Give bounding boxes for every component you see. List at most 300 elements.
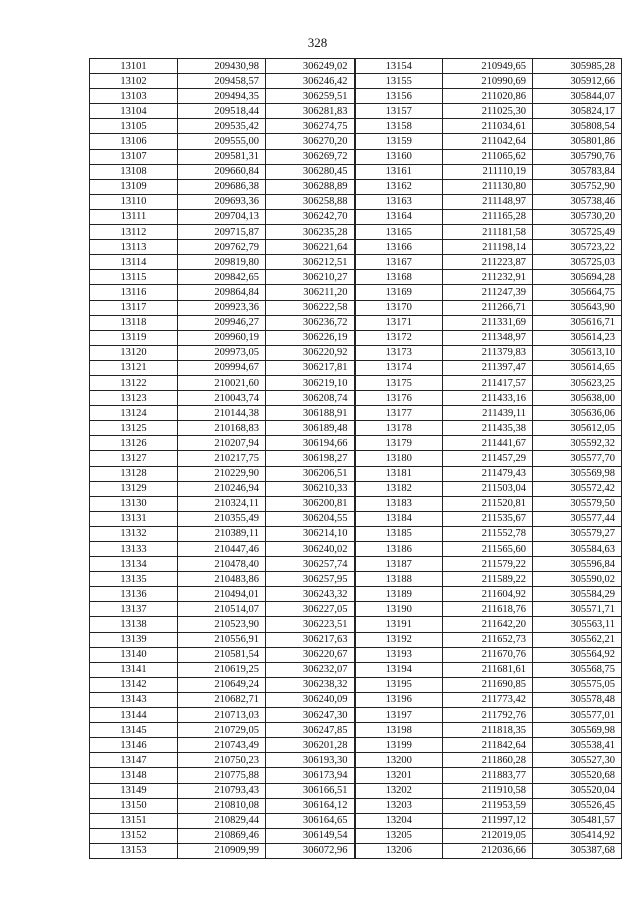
y-coordinate-cell: 305612,05 xyxy=(533,421,622,436)
point-number-cell: 13186 xyxy=(355,542,443,557)
table-row xyxy=(90,315,622,330)
x-coordinate-cell: 209715,87 xyxy=(178,225,266,240)
y-coordinate-cell: 306281,83 xyxy=(266,104,355,119)
y-coordinate-cell: 306189,48 xyxy=(266,421,355,436)
y-coordinate-cell: 306206,51 xyxy=(266,466,355,481)
x-coordinate-cell: 210682,71 xyxy=(178,692,266,707)
y-coordinate-cell: 305725,49 xyxy=(533,225,622,240)
x-coordinate-cell: 210021,60 xyxy=(178,375,266,390)
y-coordinate-cell: 305579,50 xyxy=(533,496,622,511)
y-coordinate-cell: 305526,45 xyxy=(533,798,622,813)
y-coordinate-cell: 306257,74 xyxy=(266,557,355,572)
point-number-cell: 13140 xyxy=(90,647,178,662)
y-coordinate-cell: 305616,71 xyxy=(533,315,622,330)
point-number-cell: 13134 xyxy=(90,557,178,572)
point-number-cell: 13143 xyxy=(90,692,178,707)
y-coordinate-cell: 306236,72 xyxy=(266,315,355,330)
x-coordinate-cell: 211910,58 xyxy=(443,783,533,798)
point-number-cell: 13152 xyxy=(90,828,178,843)
point-number-cell: 13108 xyxy=(90,164,178,179)
table-row xyxy=(90,360,622,375)
point-number-cell: 13127 xyxy=(90,451,178,466)
table-row xyxy=(90,738,622,753)
table-row xyxy=(90,768,622,783)
point-number-cell: 13122 xyxy=(90,375,178,390)
x-coordinate-cell: 211266,71 xyxy=(443,300,533,315)
table-row xyxy=(90,783,622,798)
x-coordinate-cell: 211065,62 xyxy=(443,149,533,164)
y-coordinate-cell: 305538,41 xyxy=(533,738,622,753)
x-coordinate-cell: 210494,01 xyxy=(178,587,266,602)
y-coordinate-cell: 306219,10 xyxy=(266,375,355,390)
y-coordinate-cell: 305577,70 xyxy=(533,451,622,466)
point-number-cell: 13126 xyxy=(90,436,178,451)
point-number-cell: 13177 xyxy=(355,406,443,421)
point-number-cell: 13147 xyxy=(90,753,178,768)
x-coordinate-cell: 211247,39 xyxy=(443,285,533,300)
x-coordinate-cell: 209660,84 xyxy=(178,164,266,179)
table-row xyxy=(90,526,622,541)
y-coordinate-cell: 305562,21 xyxy=(533,632,622,647)
x-coordinate-cell: 210619,25 xyxy=(178,662,266,677)
point-number-cell: 13162 xyxy=(355,179,443,194)
y-coordinate-cell: 306188,91 xyxy=(266,406,355,421)
x-coordinate-cell: 211883,77 xyxy=(443,768,533,783)
point-number-cell: 13114 xyxy=(90,255,178,270)
y-coordinate-cell: 305752,90 xyxy=(533,179,622,194)
point-number-cell: 13103 xyxy=(90,89,178,104)
x-coordinate-cell: 209819,80 xyxy=(178,255,266,270)
x-coordinate-cell: 210649,24 xyxy=(178,677,266,692)
point-number-cell: 13199 xyxy=(355,738,443,753)
x-coordinate-cell: 210483,86 xyxy=(178,572,266,587)
point-number-cell: 13148 xyxy=(90,768,178,783)
x-coordinate-cell: 211034,61 xyxy=(443,119,533,134)
point-number-cell: 13190 xyxy=(355,602,443,617)
point-number-cell: 13105 xyxy=(90,119,178,134)
x-coordinate-cell: 211479,43 xyxy=(443,466,533,481)
point-number-cell: 13129 xyxy=(90,481,178,496)
x-coordinate-cell: 211130,80 xyxy=(443,179,533,194)
point-number-cell: 13170 xyxy=(355,300,443,315)
point-number-cell: 13184 xyxy=(355,511,443,526)
y-coordinate-cell: 305579,27 xyxy=(533,526,622,541)
point-number-cell: 13112 xyxy=(90,225,178,240)
point-number-cell: 13153 xyxy=(90,843,178,858)
point-number-cell: 13113 xyxy=(90,240,178,255)
y-coordinate-cell: 306232,07 xyxy=(266,662,355,677)
y-coordinate-cell: 306226,19 xyxy=(266,330,355,345)
x-coordinate-cell: 210713,03 xyxy=(178,708,266,723)
point-number-cell: 13158 xyxy=(355,119,443,134)
table-row xyxy=(90,632,622,647)
point-number-cell: 13171 xyxy=(355,315,443,330)
x-coordinate-cell: 210909,99 xyxy=(178,843,266,858)
table-row xyxy=(90,557,622,572)
table-row xyxy=(90,602,622,617)
table-row xyxy=(90,421,622,436)
x-coordinate-cell: 210990,69 xyxy=(443,74,533,89)
x-coordinate-cell: 209535,42 xyxy=(178,119,266,134)
table-row xyxy=(90,119,622,134)
point-number-cell: 13173 xyxy=(355,345,443,360)
table-row xyxy=(90,647,622,662)
point-number-cell: 13188 xyxy=(355,572,443,587)
table-row xyxy=(90,723,622,738)
x-coordinate-cell: 211457,29 xyxy=(443,451,533,466)
point-number-cell: 13194 xyxy=(355,662,443,677)
y-coordinate-cell: 305694,28 xyxy=(533,270,622,285)
y-coordinate-cell: 305844,07 xyxy=(533,89,622,104)
table-row xyxy=(90,179,622,194)
point-number-cell: 13102 xyxy=(90,74,178,89)
x-coordinate-cell: 210556,91 xyxy=(178,632,266,647)
table-row xyxy=(90,677,622,692)
x-coordinate-cell: 210810,08 xyxy=(178,798,266,813)
x-coordinate-cell: 210207,94 xyxy=(178,436,266,451)
x-coordinate-cell: 211198,14 xyxy=(443,240,533,255)
y-coordinate-cell: 305569,98 xyxy=(533,466,622,481)
x-coordinate-cell: 211589,22 xyxy=(443,572,533,587)
table-row xyxy=(90,542,622,557)
x-coordinate-cell: 210775,88 xyxy=(178,768,266,783)
y-coordinate-cell: 306204,55 xyxy=(266,511,355,526)
point-number-cell: 13161 xyxy=(355,164,443,179)
x-coordinate-cell: 210043,74 xyxy=(178,391,266,406)
x-coordinate-cell: 209686,38 xyxy=(178,179,266,194)
x-coordinate-cell: 210729,05 xyxy=(178,723,266,738)
table-row xyxy=(90,209,622,224)
table-row xyxy=(90,511,622,526)
x-coordinate-cell: 209693,36 xyxy=(178,194,266,209)
y-coordinate-cell: 305723,22 xyxy=(533,240,622,255)
y-coordinate-cell: 305414,92 xyxy=(533,828,622,843)
x-coordinate-cell: 211773,42 xyxy=(443,692,533,707)
table-row xyxy=(90,496,622,511)
x-coordinate-cell: 211953,59 xyxy=(443,798,533,813)
x-coordinate-cell: 211223,87 xyxy=(443,255,533,270)
y-coordinate-cell: 306258,88 xyxy=(266,194,355,209)
point-number-cell: 13133 xyxy=(90,542,178,557)
table-row xyxy=(90,345,622,360)
x-coordinate-cell: 211042,64 xyxy=(443,134,533,149)
table-row xyxy=(90,662,622,677)
y-coordinate-cell: 306198,27 xyxy=(266,451,355,466)
x-coordinate-cell: 211604,92 xyxy=(443,587,533,602)
y-coordinate-cell: 305623,25 xyxy=(533,375,622,390)
x-coordinate-cell: 210478,40 xyxy=(178,557,266,572)
x-coordinate-cell: 211435,38 xyxy=(443,421,533,436)
point-number-cell: 13206 xyxy=(355,843,443,858)
y-coordinate-cell: 305571,71 xyxy=(533,602,622,617)
point-number-cell: 13168 xyxy=(355,270,443,285)
point-number-cell: 13141 xyxy=(90,662,178,677)
y-coordinate-cell: 306246,42 xyxy=(266,74,355,89)
point-number-cell: 13156 xyxy=(355,89,443,104)
y-coordinate-cell: 305564,92 xyxy=(533,647,622,662)
point-number-cell: 13123 xyxy=(90,391,178,406)
point-number-cell: 13187 xyxy=(355,557,443,572)
point-number-cell: 13121 xyxy=(90,360,178,375)
point-number-cell: 13192 xyxy=(355,632,443,647)
point-number-cell: 13185 xyxy=(355,526,443,541)
y-coordinate-cell: 306222,58 xyxy=(266,300,355,315)
x-coordinate-cell: 211681,61 xyxy=(443,662,533,677)
point-number-cell: 13125 xyxy=(90,421,178,436)
y-coordinate-cell: 305636,06 xyxy=(533,406,622,421)
x-coordinate-cell: 209555,00 xyxy=(178,134,266,149)
x-coordinate-cell: 210324,11 xyxy=(178,496,266,511)
y-coordinate-cell: 306208,74 xyxy=(266,391,355,406)
point-number-cell: 13193 xyxy=(355,647,443,662)
table-row xyxy=(90,149,622,164)
y-coordinate-cell: 305527,30 xyxy=(533,753,622,768)
y-coordinate-cell: 306200,81 xyxy=(266,496,355,511)
table-row xyxy=(90,330,622,345)
table-row xyxy=(90,225,622,240)
x-coordinate-cell: 209518,44 xyxy=(178,104,266,119)
point-number-cell: 13139 xyxy=(90,632,178,647)
y-coordinate-cell: 305520,68 xyxy=(533,768,622,783)
x-coordinate-cell: 211652,73 xyxy=(443,632,533,647)
x-coordinate-cell: 211642,20 xyxy=(443,617,533,632)
y-coordinate-cell: 305592,32 xyxy=(533,436,622,451)
y-coordinate-cell: 306072,96 xyxy=(266,843,355,858)
table-row xyxy=(90,798,622,813)
x-coordinate-cell: 209923,36 xyxy=(178,300,266,315)
x-coordinate-cell: 211520,81 xyxy=(443,496,533,511)
table-row xyxy=(90,391,622,406)
point-number-cell: 13160 xyxy=(355,149,443,164)
y-coordinate-cell: 306194,66 xyxy=(266,436,355,451)
x-coordinate-cell: 211552,78 xyxy=(443,526,533,541)
point-number-cell: 13149 xyxy=(90,783,178,798)
point-number-cell: 13115 xyxy=(90,270,178,285)
x-coordinate-cell: 211110,19 xyxy=(443,164,533,179)
x-coordinate-cell: 209842,65 xyxy=(178,270,266,285)
x-coordinate-cell: 210229,90 xyxy=(178,466,266,481)
x-coordinate-cell: 209762,79 xyxy=(178,240,266,255)
y-coordinate-cell: 305577,44 xyxy=(533,511,622,526)
point-number-cell: 13201 xyxy=(355,768,443,783)
x-coordinate-cell: 211997,12 xyxy=(443,813,533,828)
x-coordinate-cell: 211148,97 xyxy=(443,194,533,209)
x-coordinate-cell: 210743,49 xyxy=(178,738,266,753)
x-coordinate-cell: 211690,85 xyxy=(443,677,533,692)
x-coordinate-cell: 209458,57 xyxy=(178,74,266,89)
y-coordinate-cell: 305563,11 xyxy=(533,617,622,632)
point-number-cell: 13117 xyxy=(90,300,178,315)
x-coordinate-cell: 211025,30 xyxy=(443,104,533,119)
y-coordinate-cell: 305638,00 xyxy=(533,391,622,406)
point-number-cell: 13132 xyxy=(90,526,178,541)
y-coordinate-cell: 306247,30 xyxy=(266,708,355,723)
x-coordinate-cell: 212019,05 xyxy=(443,828,533,843)
point-number-cell: 13179 xyxy=(355,436,443,451)
point-number-cell: 13202 xyxy=(355,783,443,798)
y-coordinate-cell: 305730,20 xyxy=(533,209,622,224)
y-coordinate-cell: 306164,65 xyxy=(266,813,355,828)
point-number-cell: 13182 xyxy=(355,481,443,496)
table-row xyxy=(90,104,622,119)
point-number-cell: 13151 xyxy=(90,813,178,828)
x-coordinate-cell: 209864,84 xyxy=(178,285,266,300)
y-coordinate-cell: 305596,84 xyxy=(533,557,622,572)
table-row xyxy=(90,708,622,723)
table-row xyxy=(90,692,622,707)
point-number-cell: 13110 xyxy=(90,194,178,209)
y-coordinate-cell: 306274,75 xyxy=(266,119,355,134)
y-coordinate-cell: 305738,46 xyxy=(533,194,622,209)
y-coordinate-cell: 306217,63 xyxy=(266,632,355,647)
point-number-cell: 13200 xyxy=(355,753,443,768)
y-coordinate-cell: 306240,02 xyxy=(266,542,355,557)
table-row xyxy=(90,255,622,270)
x-coordinate-cell: 210869,46 xyxy=(178,828,266,843)
point-number-cell: 13146 xyxy=(90,738,178,753)
point-number-cell: 13150 xyxy=(90,798,178,813)
y-coordinate-cell: 305614,65 xyxy=(533,360,622,375)
x-coordinate-cell: 210246,94 xyxy=(178,481,266,496)
point-number-cell: 13155 xyxy=(355,74,443,89)
x-coordinate-cell: 210144,38 xyxy=(178,406,266,421)
y-coordinate-cell: 306240,09 xyxy=(266,692,355,707)
x-coordinate-cell: 212036,66 xyxy=(443,843,533,858)
point-number-cell: 13198 xyxy=(355,723,443,738)
x-coordinate-cell: 209494,35 xyxy=(178,89,266,104)
table-row xyxy=(90,813,622,828)
table-row xyxy=(90,451,622,466)
point-number-cell: 13144 xyxy=(90,708,178,723)
point-number-cell: 13180 xyxy=(355,451,443,466)
y-coordinate-cell: 306149,54 xyxy=(266,828,355,843)
y-coordinate-cell: 305783,84 xyxy=(533,164,622,179)
point-number-cell: 13189 xyxy=(355,587,443,602)
point-number-cell: 13106 xyxy=(90,134,178,149)
table-row xyxy=(90,828,622,843)
table-row xyxy=(90,587,622,602)
x-coordinate-cell: 211579,22 xyxy=(443,557,533,572)
x-coordinate-cell: 211565,60 xyxy=(443,542,533,557)
point-number-cell: 13203 xyxy=(355,798,443,813)
y-coordinate-cell: 306235,28 xyxy=(266,225,355,240)
x-coordinate-cell: 211535,67 xyxy=(443,511,533,526)
table-row xyxy=(90,617,622,632)
x-coordinate-cell: 211439,11 xyxy=(443,406,533,421)
x-coordinate-cell: 211331,69 xyxy=(443,315,533,330)
point-number-cell: 13183 xyxy=(355,496,443,511)
point-number-cell: 13128 xyxy=(90,466,178,481)
table-row xyxy=(90,375,622,390)
table-row xyxy=(90,164,622,179)
y-coordinate-cell: 305664,75 xyxy=(533,285,622,300)
point-number-cell: 13124 xyxy=(90,406,178,421)
point-number-cell: 13195 xyxy=(355,677,443,692)
x-coordinate-cell: 210581,54 xyxy=(178,647,266,662)
x-coordinate-cell: 211842,64 xyxy=(443,738,533,753)
point-number-cell: 13107 xyxy=(90,149,178,164)
y-coordinate-cell: 305520,04 xyxy=(533,783,622,798)
point-number-cell: 13204 xyxy=(355,813,443,828)
point-number-cell: 13136 xyxy=(90,587,178,602)
x-coordinate-cell: 210447,46 xyxy=(178,542,266,557)
y-coordinate-cell: 306227,05 xyxy=(266,602,355,617)
point-number-cell: 13172 xyxy=(355,330,443,345)
y-coordinate-cell: 306221,64 xyxy=(266,240,355,255)
y-coordinate-cell: 305808,54 xyxy=(533,119,622,134)
table-row xyxy=(90,466,622,481)
point-number-cell: 13154 xyxy=(355,59,443,74)
x-coordinate-cell: 210949,65 xyxy=(443,59,533,74)
table-row xyxy=(90,481,622,496)
x-coordinate-cell: 211165,28 xyxy=(443,209,533,224)
y-coordinate-cell: 306201,28 xyxy=(266,738,355,753)
x-coordinate-cell: 210514,07 xyxy=(178,602,266,617)
table-row xyxy=(90,74,622,89)
point-number-cell: 13145 xyxy=(90,723,178,738)
y-coordinate-cell: 306247,85 xyxy=(266,723,355,738)
point-number-cell: 13205 xyxy=(355,828,443,843)
y-coordinate-cell: 305568,75 xyxy=(533,662,622,677)
table-row xyxy=(90,194,622,209)
point-number-cell: 13175 xyxy=(355,375,443,390)
x-coordinate-cell: 211348,97 xyxy=(443,330,533,345)
y-coordinate-cell: 306193,30 xyxy=(266,753,355,768)
x-coordinate-cell: 210793,43 xyxy=(178,783,266,798)
table-row xyxy=(90,240,622,255)
point-number-cell: 13164 xyxy=(355,209,443,224)
x-coordinate-cell: 210389,11 xyxy=(178,526,266,541)
y-coordinate-cell: 306220,92 xyxy=(266,345,355,360)
y-coordinate-cell: 305643,90 xyxy=(533,300,622,315)
x-coordinate-cell: 209704,13 xyxy=(178,209,266,224)
y-coordinate-cell: 305790,76 xyxy=(533,149,622,164)
y-coordinate-cell: 306243,32 xyxy=(266,587,355,602)
x-coordinate-cell: 210168,83 xyxy=(178,421,266,436)
point-number-cell: 13135 xyxy=(90,572,178,587)
x-coordinate-cell: 209946,27 xyxy=(178,315,266,330)
y-coordinate-cell: 306214,10 xyxy=(266,526,355,541)
point-number-cell: 13116 xyxy=(90,285,178,300)
y-coordinate-cell: 306166,51 xyxy=(266,783,355,798)
y-coordinate-cell: 306269,72 xyxy=(266,149,355,164)
x-coordinate-cell: 211670,76 xyxy=(443,647,533,662)
point-number-cell: 13142 xyxy=(90,677,178,692)
y-coordinate-cell: 306164,12 xyxy=(266,798,355,813)
table-row xyxy=(90,753,622,768)
table-row xyxy=(90,406,622,421)
point-number-cell: 13118 xyxy=(90,315,178,330)
x-coordinate-cell: 209973,05 xyxy=(178,345,266,360)
y-coordinate-cell: 305572,42 xyxy=(533,481,622,496)
y-coordinate-cell: 305584,63 xyxy=(533,542,622,557)
point-number-cell: 13101 xyxy=(90,59,178,74)
y-coordinate-cell: 305577,01 xyxy=(533,708,622,723)
point-number-cell: 13196 xyxy=(355,692,443,707)
x-coordinate-cell: 211818,35 xyxy=(443,723,533,738)
y-coordinate-cell: 305613,10 xyxy=(533,345,622,360)
x-coordinate-cell: 211397,47 xyxy=(443,360,533,375)
x-coordinate-cell: 210829,44 xyxy=(178,813,266,828)
point-number-cell: 13181 xyxy=(355,466,443,481)
y-coordinate-cell: 305985,28 xyxy=(533,59,622,74)
y-coordinate-cell: 306211,20 xyxy=(266,285,355,300)
y-coordinate-cell: 306259,51 xyxy=(266,89,355,104)
y-coordinate-cell: 306212,51 xyxy=(266,255,355,270)
point-number-cell: 13130 xyxy=(90,496,178,511)
y-coordinate-cell: 306210,33 xyxy=(266,481,355,496)
y-coordinate-cell: 305824,17 xyxy=(533,104,622,119)
